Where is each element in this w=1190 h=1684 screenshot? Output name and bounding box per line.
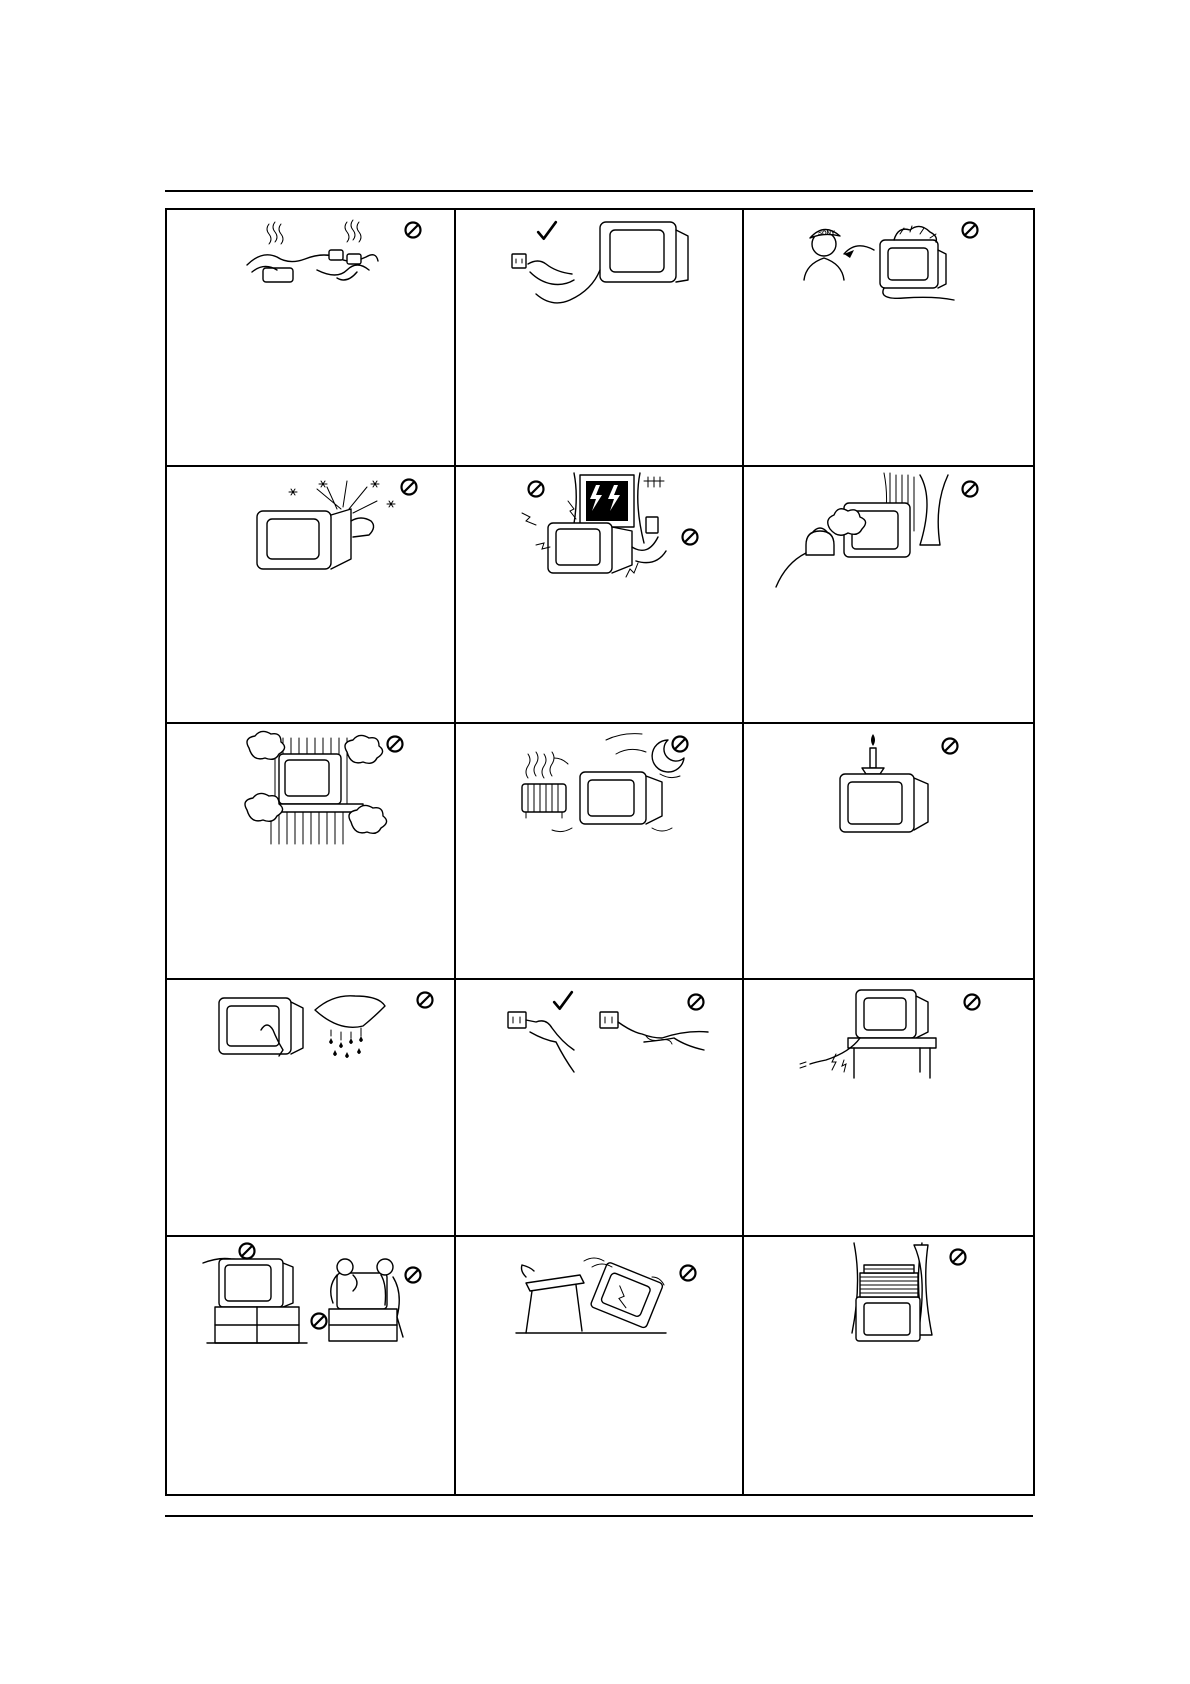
prohibited-icon bbox=[670, 734, 690, 754]
panel-11-pull-plug-not-cord bbox=[456, 980, 745, 1237]
covered-tv-illustration bbox=[744, 1237, 1032, 1357]
panel-4-objects-in-vents bbox=[167, 467, 456, 724]
unplug-tv-illustration bbox=[456, 210, 744, 330]
damaged-cord-illustration bbox=[744, 980, 1032, 1100]
prohibited-icon bbox=[680, 527, 700, 547]
enclosed-tv-illustration bbox=[167, 724, 455, 844]
panel-14-unstable-surface bbox=[456, 1237, 745, 1494]
technician-illustration bbox=[744, 210, 1032, 330]
check-icon bbox=[552, 990, 574, 1012]
wet-cloth-illustration bbox=[167, 980, 455, 1100]
lightning-illustration bbox=[456, 467, 744, 587]
climbing-children-illustration bbox=[167, 1237, 455, 1357]
prohibited-icon bbox=[962, 992, 982, 1012]
panel-2-unplug-by-plug bbox=[456, 210, 745, 467]
prohibited-icon bbox=[678, 1263, 698, 1283]
check-icon bbox=[536, 220, 558, 242]
prohibited-icon bbox=[948, 1247, 968, 1267]
prohibited-icon bbox=[686, 992, 706, 1012]
svg-text:SONY: SONY bbox=[818, 231, 836, 237]
prohibited-icon bbox=[960, 479, 980, 499]
footer-rule bbox=[165, 1515, 1033, 1517]
panel-3-service-technician bbox=[744, 210, 1033, 467]
header-rule bbox=[165, 190, 1033, 192]
prohibited-icon bbox=[399, 477, 419, 497]
heat-source-illustration bbox=[456, 724, 744, 844]
panel-6-moisture-steam bbox=[744, 467, 1033, 724]
panel-5-lightning-storm bbox=[456, 467, 745, 724]
prohibited-icon bbox=[385, 734, 405, 754]
prohibited-icon bbox=[403, 220, 423, 240]
safety-illustration-grid bbox=[165, 208, 1035, 1496]
prohibited-icon bbox=[960, 220, 980, 240]
panel-7-enclosed-ventilation bbox=[167, 724, 456, 981]
prohibited-icon bbox=[403, 1265, 423, 1285]
panel-15-blocked-vents bbox=[744, 1237, 1033, 1494]
panel-13-do-not-climb-on-tv bbox=[167, 1237, 456, 1494]
panel-12-damaged-cord bbox=[744, 980, 1033, 1237]
prohibited-icon bbox=[526, 479, 546, 499]
panel-9-candle-on-tv bbox=[744, 724, 1033, 981]
panel-10-wet-cloth-cleaning bbox=[167, 980, 456, 1237]
prohibited-icon bbox=[415, 990, 435, 1010]
prohibited-icon bbox=[940, 736, 960, 756]
falling-tv-illustration bbox=[456, 1237, 744, 1357]
panel-8-heat-sunlight bbox=[456, 724, 745, 981]
panel-1-hot-tangled-cords bbox=[167, 210, 456, 467]
prohibited-icon bbox=[237, 1241, 257, 1261]
prohibited-icon bbox=[309, 1311, 329, 1331]
candle-illustration bbox=[744, 724, 1032, 844]
moisture-illustration bbox=[744, 467, 1032, 587]
